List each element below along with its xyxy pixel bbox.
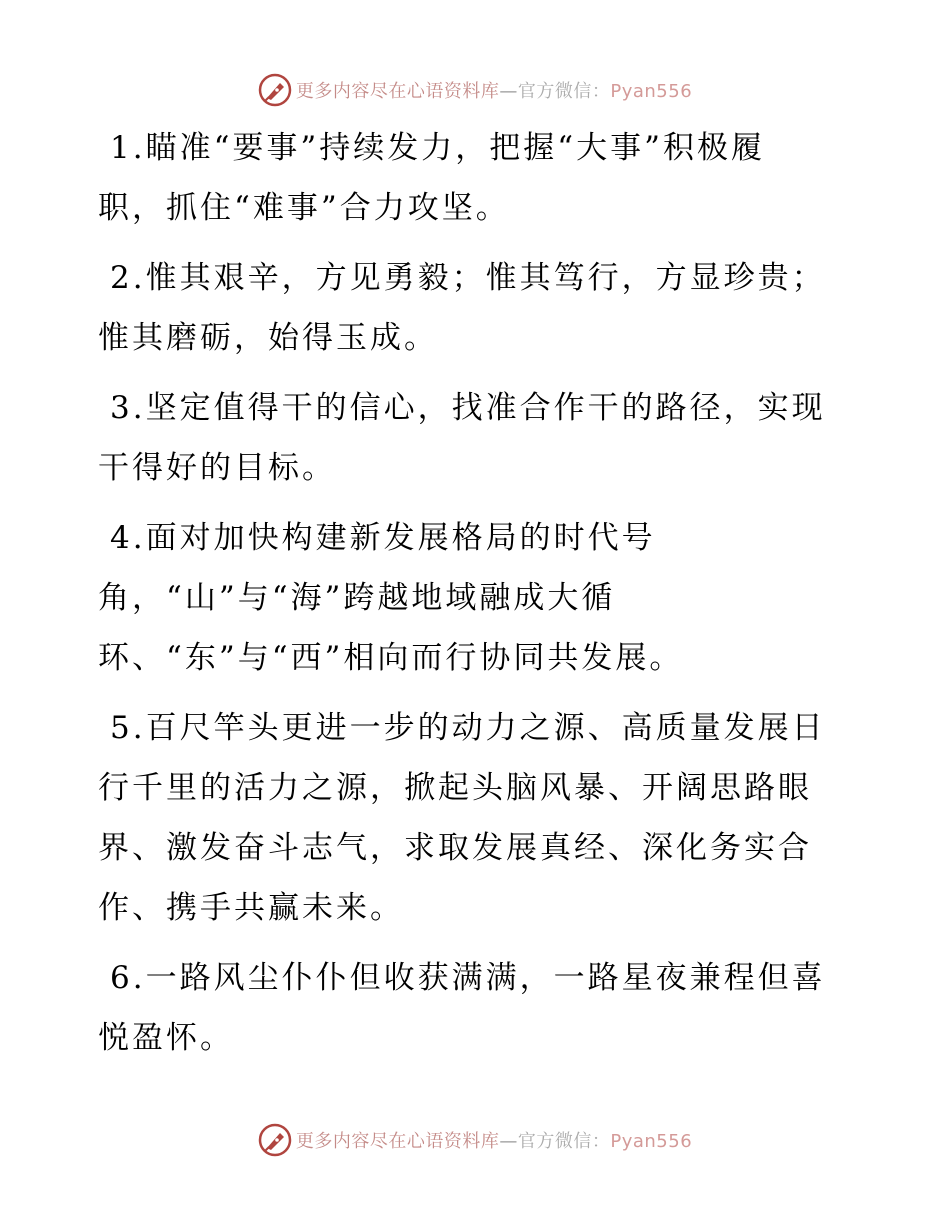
footer-banner xyxy=(0,1120,950,1160)
header-banner-text xyxy=(296,77,692,103)
item-number: 3. xyxy=(110,390,146,426)
pen-nib-logo-icon xyxy=(258,1123,292,1157)
header-banner-official: 官方微信： xyxy=(517,81,611,102)
list-item xyxy=(98,508,838,688)
item-number: 2. xyxy=(110,260,146,296)
item-number: 5. xyxy=(110,710,146,746)
item-text-line: 干得好的目标。 xyxy=(98,450,336,486)
item-text-line: 百尺竿头更进一步的动力之源、高质量发展日 xyxy=(145,710,826,746)
item-text-line: 面对加快构建新发展格局的时代号 xyxy=(145,520,656,556)
list-item xyxy=(98,118,838,238)
footer-banner-wechat-id: Pyan556 xyxy=(610,1131,693,1152)
footer-banner-dash: — xyxy=(499,1131,518,1152)
item-text-line: 惟其艰辛，方见勇毅；惟其笃行，方显珍贵； xyxy=(145,260,826,296)
list-item xyxy=(98,698,838,938)
item-text-line: 角，“山”与“海”跨越地域融成大循 xyxy=(98,580,616,616)
item-text-line: 行千里的活力之源，掀起头脑风暴、开阔思路眼 xyxy=(98,770,812,806)
list-item xyxy=(98,248,838,368)
list-item xyxy=(98,378,838,498)
item-text-line: 悦盈怀。 xyxy=(98,1020,234,1056)
header-banner xyxy=(0,70,950,110)
item-text-line: 职，抓住“难事”合力攻坚。 xyxy=(98,190,510,226)
item-text-line: 界、激发奋斗志气，求取发展真经、深化务实合 xyxy=(98,830,812,866)
item-text-line: 瞄准“要事”持续发力，把握“大事”积极履 xyxy=(145,130,765,166)
item-number: 1. xyxy=(110,130,146,166)
item-text-line: 坚定值得干的信心，找准合作干的路径，实现 xyxy=(145,390,826,426)
item-text-line: 惟其磨砺，始得玉成。 xyxy=(98,320,438,356)
item-text-line: 作、携手共赢未来。 xyxy=(98,890,404,926)
header-banner-wechat-id: Pyan556 xyxy=(610,81,693,102)
document-body xyxy=(98,118,838,1078)
header-banner-main: 更多内容尽在心语资料库 xyxy=(295,81,500,102)
header-banner-dash: — xyxy=(499,81,518,102)
footer-banner-main: 更多内容尽在心语资料库 xyxy=(295,1131,500,1152)
footer-banner-text xyxy=(296,1127,692,1153)
list-item xyxy=(98,948,838,1068)
pen-nib-logo-icon xyxy=(258,73,292,107)
footer-banner-official: 官方微信： xyxy=(517,1131,611,1152)
item-text-line: 环、“东”与“西”相向而行协同共发展。 xyxy=(98,640,684,676)
item-number: 4. xyxy=(110,520,146,556)
item-number: 6. xyxy=(110,960,146,996)
item-text-line: 一路风尘仆仆但收获满满，一路星夜兼程但喜 xyxy=(145,960,826,996)
